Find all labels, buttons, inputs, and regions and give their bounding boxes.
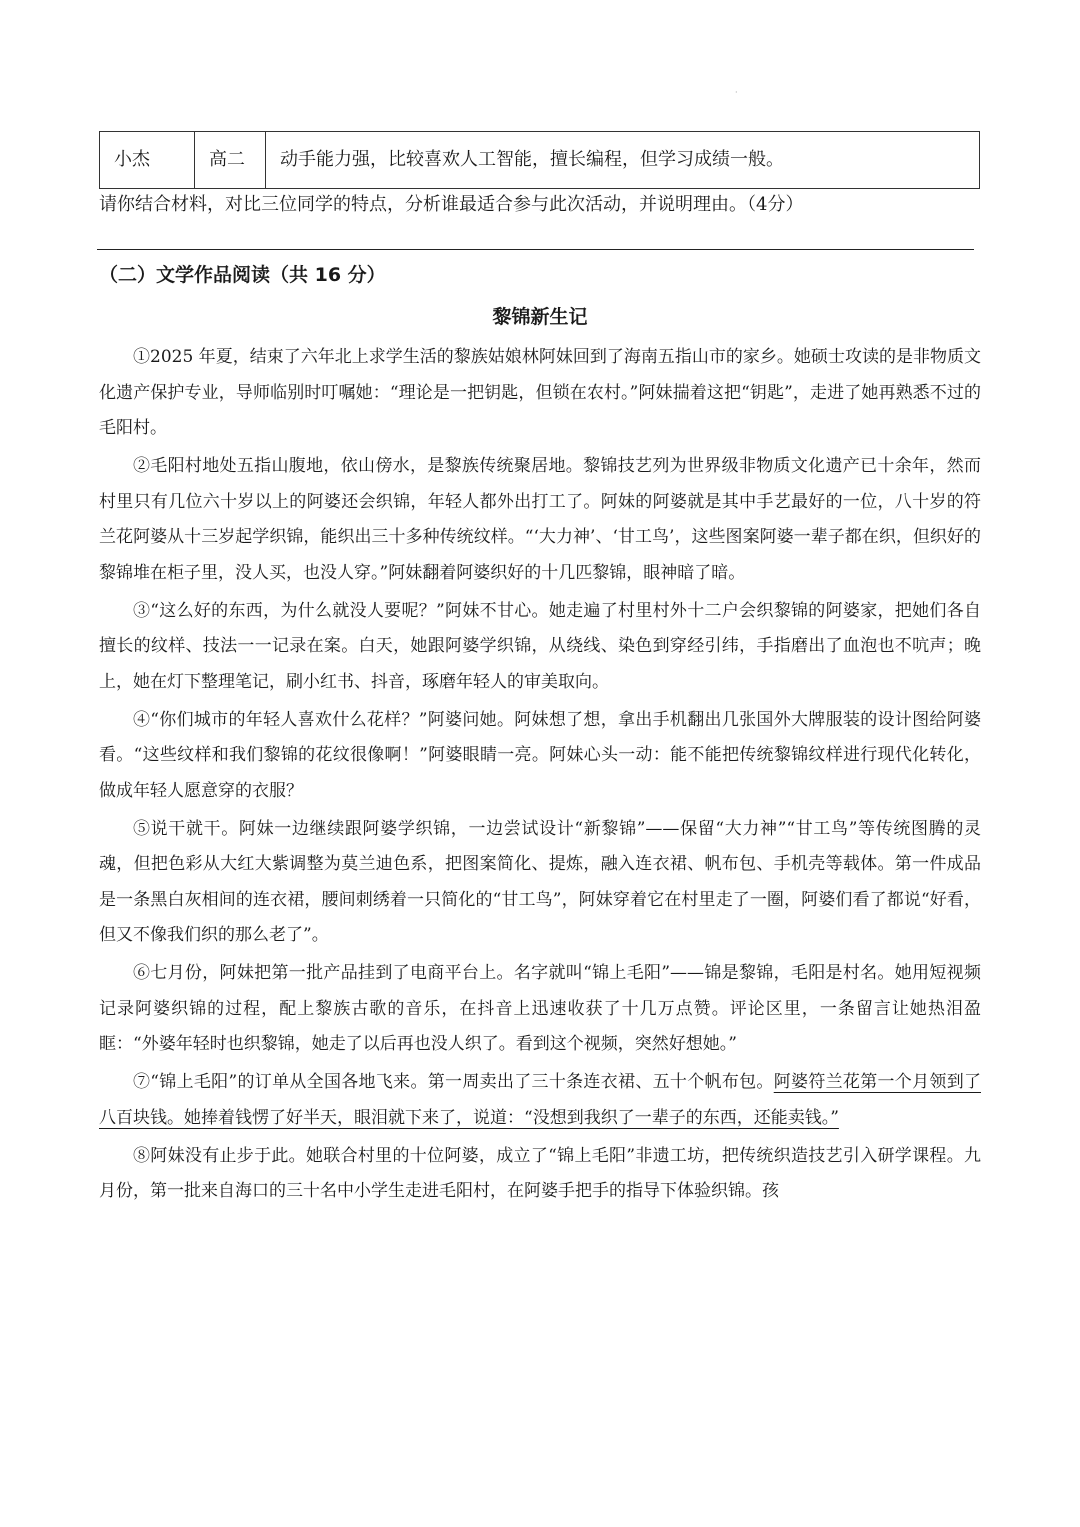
student-name-cell: 小杰 [100,132,195,189]
student-table [99,131,980,189]
table-row [100,132,980,189]
answer-line [97,249,974,250]
underlined-sentence: 阿婆符兰花第一个月领到了八百块钱。她捧着钱愣了好半天，眼泪就下来了，说道：“没想到我织了一辈子的东西，还能卖钱。” [99,1072,981,1128]
student-grade-cell: 高二 [195,132,266,189]
question-text: 请你结合材料，对比三位同学的特点，分析谁最适合参与此次活动，并说明理由。（4分） [99,194,804,215]
paragraph-7-text: ⑦“锦上毛阳”的订单从全国各地飞来。第一周卖出了三十条连衣裙、五十个帆布包。 [133,1072,774,1092]
paragraph-3: ③“这么好的东西，为什么就没人要呢？”阿妹不甘心。她走遍了村里村外十二户会织黎锦的阿婆家，把她们各自擅长的纹样、技法一一记录在案。白天，她跟阿婆学织锦，从绕线、染色到穿经引纬，手指磨出了血泡也不吭声；晚上，她在灯下整理笔记，刷小红书、抖音，琢磨年轻人的审美取向。 [99,600,981,692]
paragraph-7 [99,1065,981,1136]
paragraph-6: ⑥七月份，阿妹把第一批产品挂到了电商平台上。名字就叫“锦上毛阳”——锦是黎锦，毛阳是村名。她用短视频记录阿婆织锦的过程，配上黎族古歌的音乐，在抖音上迅速收获了十几万点赞。评论区里，一条留言让她热泪盈眶：“外婆年轻时也织黎锦，她走了以后再也没人织了。看到这个视频，突然好想她。” [99,963,981,1054]
student-description-cell: 动手能力强，比较喜欢人工智能，擅长编程，但学习成绩一般。 [266,132,980,189]
section-title: （二）文学作品阅读（共 16 分） [99,264,386,286]
article-title: 黎锦新生记 [492,306,588,328]
paragraph-2: ②毛阳村地处五指山腹地，依山傍水，是黎族传统聚居地。黎锦技艺列为世界级非物质文化遗产已十余年，然而村里只有几位六十岁以上的阿婆还会织锦，年轻人都外出打工了。阿妹的阿婆就是其中手艺最好的一位，八十岁的符兰花阿婆从十三岁起学织锦，能织出三十多种传统纹样。“‘大力神’、‘甘工鸟’，这些图案阿婆一辈子都在织，但织好的黎锦堆在柜子里，没人买，也没人穿。”阿妹翻着阿婆织好的十几匹黎锦，眼神暗了暗。 [99,456,981,583]
paragraph-8: ⑧阿妹没有止步于此。她联合村里的十位阿婆，成立了“锦上毛阳”非遗工坊，把传统织造技艺引入研学课程。九月份，第一批来自海口的三十名中小学生走进毛阳村，在阿婆手把手的指导下体验织锦。孩 [99,1145,981,1201]
paragraph-1: ①2025 年夏，结束了六年北上求学生活的黎族姑娘林阿妹回到了海南五指山市的家乡。她硕士攻读的是非物质文化遗产保护专业，导师临别时叮嘱她：“理论是一把钥匙，但锁在农村。”阿妹揣着这把“钥匙”，走进了她再熟悉不过的毛阳村。 [99,347,981,438]
paragraph-5: ⑤说干就干。阿妹一边继续跟阿婆学织锦，一边尝试设计“新黎锦”——保留“大力神”“甘工鸟”等传统图腾的灵魂，但把色彩从大红大紫调整为莫兰迪色系，把图案简化、提炼，融入连衣裙、帆布包、手机壳等载体。第一件成品是一条黑白灰相间的连衣裙，腰间刺绣着一只简化的“甘工鸟”，阿妹穿着它在村里走了一圈，阿婆们看了都说“好看，但又不像我们织的那么老了”。 [99,818,981,945]
scan-dot: · [735,88,738,97]
article-body [99,340,981,1212]
paragraph-4: ④“你们城市的年轻人喜欢什么花样？”阿婆问她。阿妹想了想，拿出手机翻出几张国外大牌服装的设计图给阿婆看。“这些纹样和我们黎锦的花纹很像啊！”阿婆眼睛一亮。阿妹心头一动：能不能把传统黎锦纹样进行现代化转化，做成年轻人愿意穿的衣服？ [99,709,981,801]
